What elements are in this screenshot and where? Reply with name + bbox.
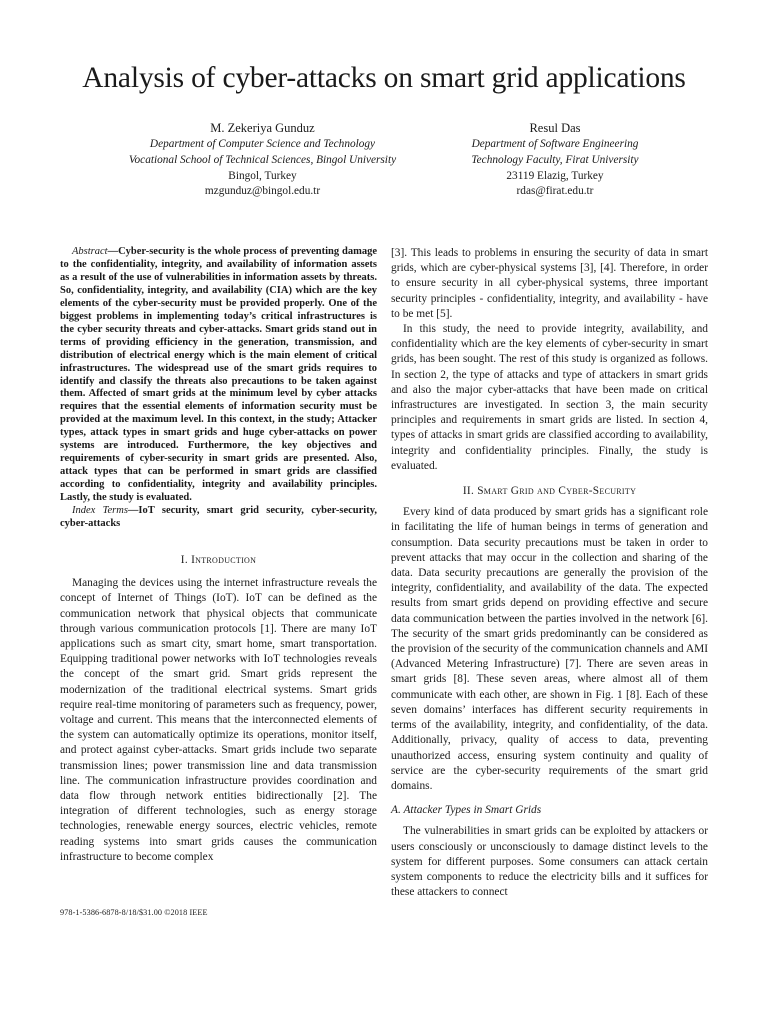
section-title: Introduction <box>191 553 257 566</box>
left-column <box>60 246 377 865</box>
index-terms-text: —IoT security, smart grid security, cyber-security, cyber-attacks <box>60 505 378 530</box>
author-email: rdas@firat.edu.tr <box>516 185 594 198</box>
author-school: Technology Faculty, Firat University <box>471 153 639 166</box>
abstract <box>60 246 377 505</box>
author-department: Department of Software Engineering <box>471 138 639 150</box>
section-number: I. <box>180 553 192 566</box>
author-block-1 <box>100 120 425 200</box>
copyright-footer: 978-1-5386-6878-8/18/$31.00 ©2018 IEEE <box>60 908 208 917</box>
author-location: 23119 Elazig, Turkey <box>506 169 604 182</box>
introduction-paragraph: Managing the devices using the internet infrastructure reveals the concept of Internet of Things (IoT). IoT can be defined as the communication network that physical objects that communicate through various communication protocols [1]. There are many IoT applications such as smart city, smart home, smart transportation. Equipping traditional power networks with IoT technologies reveals the concept of the smart grid. Smart grids represent the modernization of the traditional electrical systems. Smart grids require real-time monitoring of parameters such as frequency, power, voltage and current. This means that the interconnected elements of the system can automatically optimize its operations, monitor itself, and protect against cyber-attacks. Smart grids include two separate transmission lines; power transmission line and data transmission line. The communication infrastructure provides coordination and data flow through network entities bidirectionally [2]. The integration of different technologies, such as energy storage technologies, renewable energy sources, electric vehicles, remote reading systems into smart grids causes the communication infrastructure to become complex <box>60 577 377 863</box>
index-terms-label: Index Terms <box>72 505 128 517</box>
paragraph: The vulnerabilities in smart grids can be exploited by attackers or users consciously or unconsciously to damage distinct levels to the system for different purposes. Some consumers can attack certain system components to reduce the electricity bills and it suffices for these attackers to connect <box>391 825 708 899</box>
section-heading-smart-grid <box>391 484 708 499</box>
section-title: Smart Grid and Cyber-Security <box>477 485 637 498</box>
section-heading-introduction <box>60 553 377 568</box>
author-school: Vocational School of Technical Sciences, Bingol University <box>128 153 397 166</box>
paragraph: In this study, the need to provide integrity, availability, and confidentiality which are the key elements of cyber-security in smart grids, has been sought. The rest of this study is organized as follows. In section 2, the type of attacks and type of attackers in smart grids and also the major cyber-attacks that have been made on critical infrastructures are investigated. In section 3, the main security principles and requirements in smart grids are listed. In section 4, types of attacks in smart grids are classified according to availability, integrity and confidentiality principles. Finally, the study is evaluated. <box>391 323 708 472</box>
author-department: Department of Computer Science and Technology <box>149 138 376 150</box>
abstract-label: Abstract <box>72 246 108 257</box>
section-number: II. <box>462 485 478 498</box>
paragraph: Every kind of data produced by smart grids has a significant role in facilitating the life of human beings in terms of generation and consumption. Data security precautions must be taken in order to prevent attacks that may occur in the collection and sharing of the data. Data security precautions are generally the provision of the integrity, confidentiality, and availability of the data. The expected results from smart grids depend on providing effective and secure data communication between the parties involved in the network [6]. The security of the smart grids predominantly can be considered as the provision of the security of the communication channels and AMI (Advanced Metering Infrastructure) [7]. There are seven areas in smart grids [8]. These seven areas, where almost all of them communicate with each other, are shown in Fig. 1 [8]. Each of these seven domains’ interfaces has different security requirements in terms of the availability, integrity, and confidentiality, of the data. Additionally, privacy, quality of access to data, preventing unauthorized access, ensuring system continuity and quality of service are the cyber-security requirements of the smart grid domains. <box>391 506 708 792</box>
index-terms <box>60 505 377 531</box>
author-location: Bingol, Turkey <box>228 169 297 182</box>
paper-title: Analysis of cyber-attacks on smart grid applications <box>82 62 686 94</box>
subsection-heading-attacker-types: A. Attacker Types in Smart Grids <box>391 804 542 817</box>
paragraph: [3]. This leads to problems in ensuring the security of data in smart grids, which are cyber-physical systems [3], [4]. Therefore, in order to ensure security in all cyber-physical systems, three important security principles - confidentiality, integrity, and availability - have to be met [5]. <box>391 247 708 320</box>
author-name: M. Zekeriya Gunduz <box>210 121 315 135</box>
right-column <box>391 246 708 900</box>
author-name: Resul Das <box>529 121 581 135</box>
abstract-text: —Cyber-security is the whole process of preventing damage to the confidentiality, integrity, and availability of information assets as a result of the use of vulnerabilities in information assets by threats. So, confidentiality, integrity, and availability (CIA) which are the key elements of the cyber-security must be provided properly. One of the biggest problems in implementing today’s critical infrastructures is the cyber security threats and cyber-attacks. Smart grids stand out in terms of providing efficiency in the generation, transmission, and distribution of electrical energy which is the main element of critical infrastructures. The widespread use of the smart grids requires to identify and classify the threats also precautions to be taken against them. Affected of smart grids at the minimum level by cyber attacks requires that the essential elements of information security must be provided at the maximum level. In this context, in the study; Attacker types, attack types in smart grids and huge cyber-attacks on power systems are introduced. Furthermore, the key objectives and requirements of cyber-security in smart grids are presented. Also, attack types that can be performed in smart grids are classified according to confidentiality, integrity and availability principles. Lastly, the study is evaluated. <box>60 246 377 504</box>
author-email: mzgunduz@bingol.edu.tr <box>204 185 321 198</box>
author-block-2 <box>430 120 680 200</box>
